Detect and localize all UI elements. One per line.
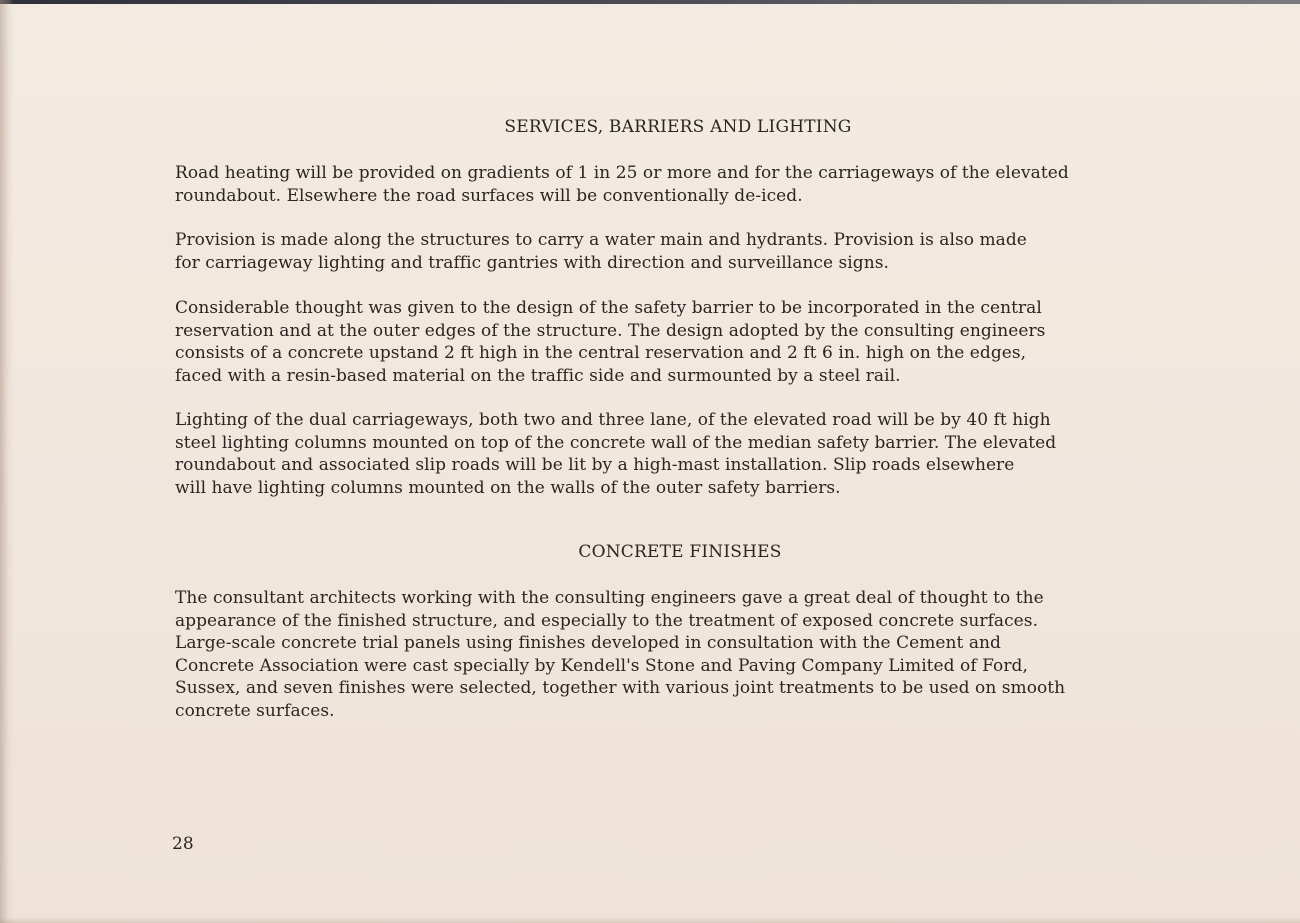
binding-shadow: [0, 0, 14, 923]
paragraph-concrete-finishes: [175, 587, 1205, 722]
text-line: will have lighting columns mounted on the walls of the outer safety barriers.: [175, 477, 841, 498]
text-line: reservation and at the outer edges of the structure. The design adopted by the consulting engineers: [175, 320, 1046, 341]
page-bottom-edge: [0, 917, 1300, 923]
text-line: roundabout and associated slip roads will be lit by a high-mast installation. Slip roads elsewhere: [175, 455, 1015, 475]
text-line: roundabout. Elsewhere the road surfaces will be conventionally de-iced.: [175, 185, 803, 206]
text-line: concrete surfaces.: [175, 700, 335, 721]
text-line: for carriageway lighting and traffic gantries with direction and surveillance signs.: [175, 252, 889, 273]
text-line: Provision is made along the structures to carry a water main and hydrants. Provision is also made: [175, 230, 1027, 250]
paragraph-safety-barrier: [175, 297, 1205, 387]
section-heading-concrete-finishes: CONCRETE FINISHES: [578, 542, 782, 562]
text-line: Road heating will be provided on gradients of 1 in 25 or more and for the carriageways of the elevated: [175, 163, 1069, 183]
text-line: appearance of the finished structure, and especially to the treatment of exposed concrete surfaces.: [175, 610, 1039, 631]
paragraph-water-main: [175, 229, 1205, 274]
text-line: faced with a resin-based material on the traffic side and surmounted by a steel rail.: [175, 365, 901, 386]
text-line: Sussex, and seven finishes were selected, together with various joint treatments to be used on smooth: [175, 678, 1066, 698]
text-line: steel lighting columns mounted on top of the concrete wall of the median safety barrier. The elevated: [175, 432, 1057, 453]
paragraph-road-heating: [175, 162, 1205, 207]
page-number: 28: [172, 834, 194, 854]
paragraph-lighting: [175, 409, 1205, 499]
text-line: Concrete Association were cast specially by Kendell's Stone and Paving Company Limited of Ford,: [175, 655, 1028, 676]
page-top-edge: [0, 0, 1300, 4]
text-line: consists of a concrete upstand 2 ft high in the central reservation and 2 ft 6 in. high on the edges,: [175, 343, 1027, 363]
text-line: The consultant architects working with the consulting engineers gave a great deal of thought to the: [175, 588, 1044, 608]
text-line: Lighting of the dual carriageways, both two and three lane, of the elevated road will be by 40 ft high: [175, 410, 1051, 430]
text-line: Considerable thought was given to the design of the safety barrier to be incorporated in the central: [175, 298, 1042, 318]
section-heading-services: SERVICES, BARRIERS AND LIGHTING: [504, 117, 852, 137]
text-line: Large-scale concrete trial panels using finishes developed in consultation with the Cement and: [175, 633, 1001, 653]
